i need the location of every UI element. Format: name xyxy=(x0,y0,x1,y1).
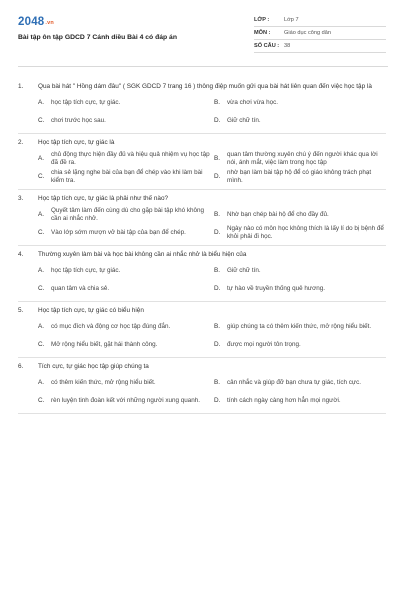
option-letter: B. xyxy=(214,378,221,386)
meta-value: 38 xyxy=(284,43,291,49)
option-b[interactable] xyxy=(214,94,386,112)
document-header xyxy=(18,14,388,62)
option-text: Vào lớp sớm mượn vở bài tập của bạn để chép. xyxy=(51,228,186,236)
meta-value: Lớp 7 xyxy=(284,17,299,23)
question-text: Học tập tích cực, tự giác là xyxy=(38,139,115,146)
option-letter: B. xyxy=(214,154,221,162)
option-b[interactable] xyxy=(214,150,386,168)
option-letter: C. xyxy=(38,172,45,180)
option-text: có mục đích và động cơ học tập đúng đắn. xyxy=(51,322,171,330)
question-item xyxy=(18,358,386,414)
question-number: 5. xyxy=(18,307,24,314)
option-text: Nhờ bạn chép bài hộ để cho đầy đủ. xyxy=(227,210,329,218)
option-text: học tập tích cực, tự giác. xyxy=(51,98,121,106)
option-text: rèn luyện tinh đoàn kết với những người xung quanh. xyxy=(51,396,201,404)
option-letter: C. xyxy=(38,116,45,124)
option-d[interactable] xyxy=(214,336,386,354)
question-text: Học tập tích cực, tự giác là phải như thế nào? xyxy=(38,195,169,202)
option-grid xyxy=(18,374,386,410)
question-stem xyxy=(18,138,386,147)
option-text: Giữ chữ tín. xyxy=(227,266,261,274)
option-c[interactable] xyxy=(38,224,210,242)
option-grid xyxy=(18,94,386,130)
option-b[interactable] xyxy=(214,262,386,280)
question-item xyxy=(18,134,386,190)
option-letter: C. xyxy=(38,284,45,292)
logo-text: 2048 xyxy=(18,16,45,28)
option-letter: C. xyxy=(38,340,45,348)
question-stem xyxy=(18,82,386,91)
option-text: giúp chúng ta có thêm kiến thức, mở rộng hiểu biết. xyxy=(227,322,372,330)
option-text: cân nhắc và giúp đỡ bạn chưa tự giác, tích cực. xyxy=(227,378,362,386)
option-letter: A. xyxy=(38,266,45,274)
question-number: 3. xyxy=(18,195,24,202)
option-text: vừa chơi vừa học. xyxy=(227,98,279,106)
question-text: Tích cực, tự giác học tập giúp chúng ta xyxy=(38,363,149,370)
option-letter: B. xyxy=(214,266,221,274)
option-letter: D. xyxy=(214,284,221,292)
option-a[interactable] xyxy=(38,374,210,392)
option-letter: B. xyxy=(214,322,221,330)
option-letter: A. xyxy=(38,210,45,218)
logo-suffix: .vn xyxy=(45,20,54,26)
option-letter: B. xyxy=(214,210,221,218)
option-d[interactable] xyxy=(214,392,386,410)
site-logo[interactable] xyxy=(18,16,54,28)
option-letter: D. xyxy=(214,340,221,348)
option-text: Quyết tâm làm đến cùng dù cho gặp bài tập khó không cần ai nhắc nhở. xyxy=(51,206,204,222)
option-text: chia sẻ lặng nghe bài của bạn để chép vào khi làm bài kiểm tra. xyxy=(51,168,203,184)
option-a[interactable] xyxy=(38,150,210,168)
option-text: tính cách ngày càng hơn hẳn mọi người. xyxy=(227,396,341,404)
question-text: Qua bài hát " Hồng dám đâu" ( SGK GDCD 7 trang 16 ) thông điệp muốn gửi qua bài hát liên quan đến việc học tập là xyxy=(38,83,372,90)
question-stem xyxy=(18,250,386,259)
question-number: 1. xyxy=(18,83,24,90)
option-letter: A. xyxy=(38,322,45,330)
meta-label: MÔN : xyxy=(254,30,271,36)
meta-row-subject xyxy=(254,27,386,40)
question-text: Thường xuyên làm bài và học bài không cần ai nhắc nhở là biểu hiện của xyxy=(38,251,247,258)
option-letter: C. xyxy=(38,396,45,404)
option-letter: D. xyxy=(214,116,221,124)
meta-row-class xyxy=(254,14,386,27)
option-letter: B. xyxy=(214,98,221,106)
option-c[interactable] xyxy=(38,112,210,130)
option-text: quan tâm và chia sẻ. xyxy=(51,284,110,292)
document-title: Bài tập ôn tập GDCD 7 Cánh diều Bài 4 có đáp án xyxy=(18,34,177,41)
option-d[interactable] xyxy=(214,168,386,186)
option-grid xyxy=(18,262,386,298)
option-d[interactable] xyxy=(214,224,386,242)
option-letter: C. xyxy=(38,228,45,236)
option-d[interactable] xyxy=(214,280,386,298)
option-c[interactable] xyxy=(38,336,210,354)
question-number: 6. xyxy=(18,363,24,370)
question-item xyxy=(18,302,386,358)
question-number: 4. xyxy=(18,251,24,258)
question-stem xyxy=(18,306,386,315)
meta-value: Giáo dục công dân xyxy=(284,30,331,36)
option-c[interactable] xyxy=(38,392,210,410)
option-a[interactable] xyxy=(38,94,210,112)
question-stem xyxy=(18,194,386,203)
option-grid xyxy=(18,150,386,186)
option-text: Mở rộng hiểu biết, gặt hái thành công. xyxy=(51,340,158,348)
option-b[interactable] xyxy=(214,374,386,392)
option-text: chủ động thực hiện đầy đủ và hiệu quả nhiệm vụ học tập đã đề ra. xyxy=(51,150,210,166)
question-item xyxy=(18,78,386,134)
option-text: Giữ chữ tín. xyxy=(227,116,261,124)
option-c[interactable] xyxy=(38,168,210,186)
header-divider xyxy=(18,66,388,67)
option-text: Ngày nào có môn học không thích là lấy lí do bị bệnh để khỏi phải đi học. xyxy=(227,224,384,240)
option-c[interactable] xyxy=(38,280,210,298)
question-text: Học tập tích cực, tự giác có biểu hiện xyxy=(38,307,144,314)
option-b[interactable] xyxy=(214,318,386,336)
option-grid xyxy=(18,206,386,242)
option-text: nhờ bạn làm bài tập hộ để có giáo không trách phạt mình. xyxy=(227,168,372,184)
option-letter: A. xyxy=(38,98,45,106)
question-stem xyxy=(18,362,386,371)
question-list xyxy=(18,78,386,414)
option-letter: D. xyxy=(214,172,221,180)
option-grid xyxy=(18,318,386,354)
option-text: được mọi người tôn trọng. xyxy=(227,340,301,348)
option-a[interactable] xyxy=(38,318,210,336)
option-text: quan tâm thường xuyên chú ý đến người khác qua lời nói, ánh mắt, việc làm trong học tập xyxy=(227,150,378,166)
option-a[interactable] xyxy=(38,206,210,224)
question-item xyxy=(18,246,386,302)
meta-table xyxy=(254,14,386,53)
option-letter: D. xyxy=(214,396,221,404)
option-d[interactable] xyxy=(214,112,386,130)
question-item xyxy=(18,190,386,246)
meta-label: SỐ CÂU : xyxy=(254,43,280,49)
option-letter: A. xyxy=(38,154,45,162)
option-letter: A. xyxy=(38,378,45,386)
question-number: 2. xyxy=(18,139,24,146)
option-text: học tập tích cực, tự giác. xyxy=(51,266,121,274)
meta-row-count xyxy=(254,40,386,53)
option-letter: D. xyxy=(214,228,221,236)
option-text: có thêm kiến thức, mở rộng hiểu biết. xyxy=(51,378,156,386)
option-a[interactable] xyxy=(38,262,210,280)
option-text: tự hào về truyền thống quê hương. xyxy=(227,284,325,292)
meta-label: LỚP : xyxy=(254,17,270,23)
option-text: chơi trước học sau. xyxy=(51,116,106,124)
option-b[interactable] xyxy=(214,206,386,224)
